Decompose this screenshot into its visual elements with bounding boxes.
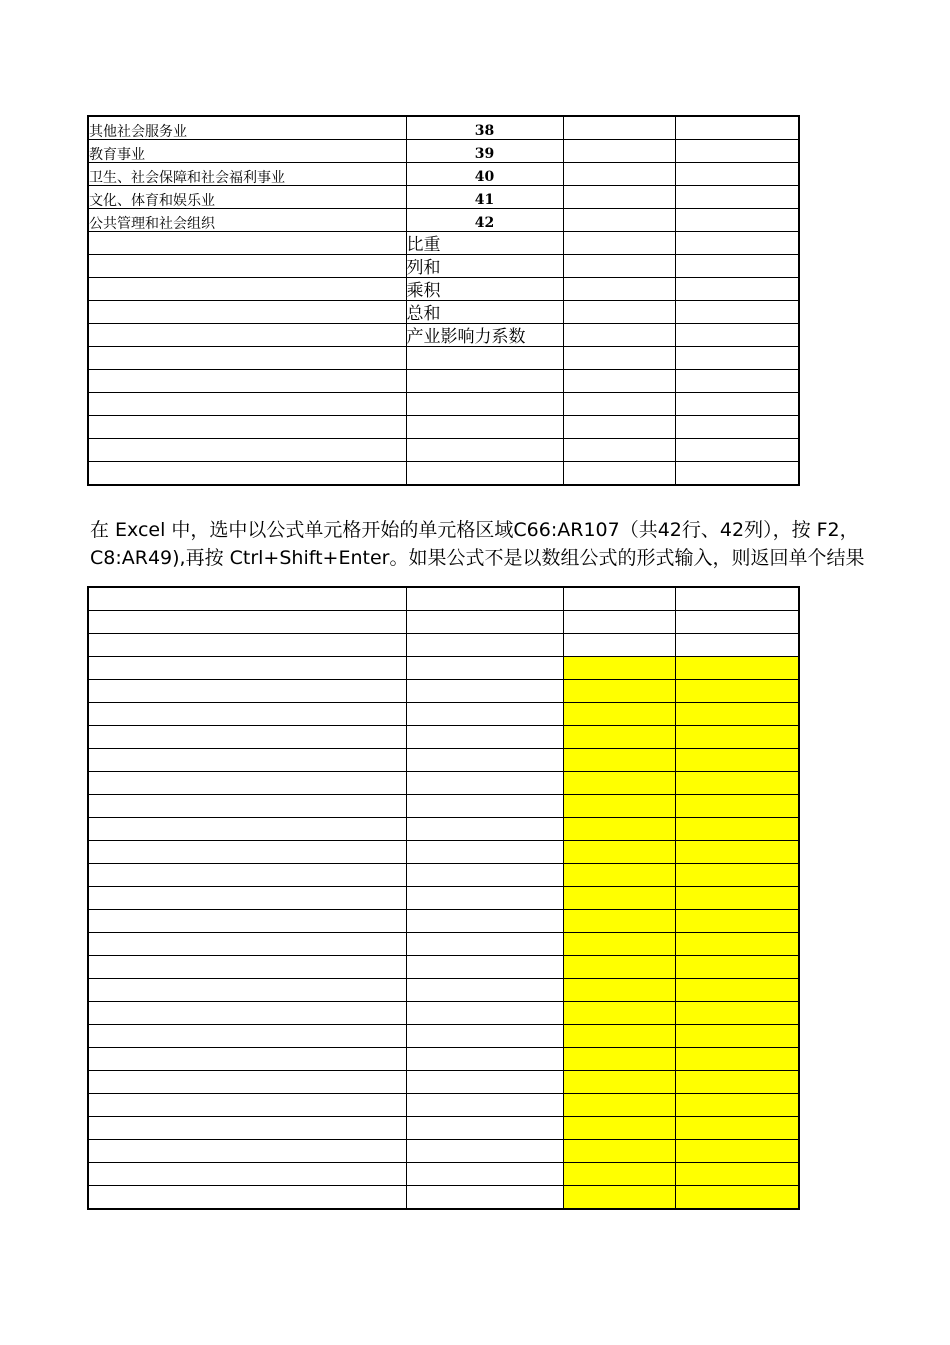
empty-cell[interactable] xyxy=(675,416,799,439)
empty-cell[interactable] xyxy=(88,1140,406,1163)
highlighted-cell[interactable] xyxy=(675,933,799,956)
empty-cell[interactable] xyxy=(88,587,406,611)
highlighted-cell[interactable] xyxy=(563,933,675,956)
industry-name-cell[interactable]: 教育事业 xyxy=(88,140,406,163)
empty-cell[interactable] xyxy=(563,611,675,634)
empty-cell[interactable] xyxy=(406,611,563,634)
table-row xyxy=(88,864,799,887)
empty-cell[interactable] xyxy=(563,140,675,163)
empty-cell[interactable] xyxy=(675,439,799,462)
highlighted-cell[interactable] xyxy=(675,956,799,979)
table-row xyxy=(88,795,799,818)
highlighted-cell[interactable] xyxy=(563,795,675,818)
empty-cell[interactable] xyxy=(406,818,563,841)
empty-cell[interactable] xyxy=(406,956,563,979)
empty-cell[interactable] xyxy=(88,611,406,634)
empty-cell[interactable] xyxy=(675,634,799,657)
empty-cell[interactable] xyxy=(563,255,675,278)
empty-cell[interactable] xyxy=(88,841,406,864)
empty-cell[interactable] xyxy=(88,864,406,887)
empty-cell[interactable] xyxy=(563,587,675,611)
empty-cell[interactable] xyxy=(563,209,675,232)
highlighted-cell[interactable] xyxy=(675,1048,799,1071)
empty-cell[interactable] xyxy=(563,462,675,486)
table-row xyxy=(88,1186,799,1210)
empty-cell[interactable] xyxy=(88,462,406,486)
empty-cell[interactable] xyxy=(675,462,799,486)
empty-cell[interactable] xyxy=(406,864,563,887)
table-row xyxy=(88,140,799,163)
empty-cell[interactable] xyxy=(88,910,406,933)
empty-cell[interactable] xyxy=(88,818,406,841)
empty-cell[interactable] xyxy=(406,749,563,772)
empty-cell[interactable] xyxy=(675,587,799,611)
highlighted-cell[interactable] xyxy=(675,657,799,680)
empty-cell[interactable] xyxy=(88,255,406,278)
highlighted-cell[interactable] xyxy=(563,1186,675,1210)
empty-cell[interactable] xyxy=(406,726,563,749)
table-row xyxy=(88,232,799,255)
highlighted-cell[interactable] xyxy=(675,703,799,726)
empty-cell[interactable] xyxy=(406,1186,563,1210)
empty-cell[interactable] xyxy=(563,163,675,186)
empty-cell[interactable] xyxy=(406,979,563,1002)
empty-cell[interactable] xyxy=(88,232,406,255)
empty-cell[interactable] xyxy=(675,611,799,634)
empty-cell[interactable] xyxy=(563,416,675,439)
empty-cell[interactable] xyxy=(88,1048,406,1071)
highlighted-cell[interactable] xyxy=(563,749,675,772)
table-row xyxy=(88,1163,799,1186)
highlighted-cell[interactable] xyxy=(563,887,675,910)
highlighted-cell[interactable] xyxy=(563,1117,675,1140)
table-row xyxy=(88,1117,799,1140)
empty-cell[interactable] xyxy=(88,1186,406,1210)
highlighted-cell[interactable] xyxy=(675,749,799,772)
empty-cell[interactable] xyxy=(675,116,799,140)
empty-cell[interactable] xyxy=(406,1048,563,1071)
empty-cell[interactable] xyxy=(563,116,675,140)
table-row xyxy=(88,1048,799,1071)
table-row xyxy=(88,933,799,956)
industry-number-cell[interactable]: 39 xyxy=(406,140,563,163)
table-row xyxy=(88,887,799,910)
empty-cell[interactable] xyxy=(88,393,406,416)
table-row xyxy=(88,324,799,347)
table-row xyxy=(88,979,799,1002)
empty-cell[interactable] xyxy=(406,1094,563,1117)
empty-cell[interactable] xyxy=(406,772,563,795)
empty-cell[interactable] xyxy=(88,795,406,818)
highlighted-cell[interactable] xyxy=(675,1025,799,1048)
empty-cell[interactable] xyxy=(406,795,563,818)
highlighted-cell[interactable] xyxy=(675,1094,799,1117)
empty-cell[interactable] xyxy=(88,416,406,439)
industry-number-cell[interactable]: 38 xyxy=(406,116,563,140)
highlighted-cell[interactable] xyxy=(563,703,675,726)
table-row xyxy=(88,910,799,933)
table-row xyxy=(88,347,799,370)
empty-cell[interactable] xyxy=(88,324,406,347)
highlighted-cell[interactable] xyxy=(675,864,799,887)
table-row xyxy=(88,1094,799,1117)
empty-cell[interactable] xyxy=(88,1117,406,1140)
highlighted-cell[interactable] xyxy=(675,1002,799,1025)
highlighted-cell[interactable] xyxy=(563,772,675,795)
table-row xyxy=(88,818,799,841)
industry-number-cell[interactable]: 41 xyxy=(406,186,563,209)
highlighted-cell[interactable] xyxy=(563,864,675,887)
table-row xyxy=(88,209,799,232)
calc-label-cell[interactable]: 产业影响力系数 xyxy=(406,324,563,347)
empty-cell[interactable] xyxy=(406,1140,563,1163)
highlighted-cell[interactable] xyxy=(563,818,675,841)
empty-cell[interactable] xyxy=(88,933,406,956)
empty-cell[interactable] xyxy=(406,393,563,416)
table-row xyxy=(88,749,799,772)
highlighted-cell[interactable] xyxy=(563,657,675,680)
empty-cell[interactable] xyxy=(406,910,563,933)
empty-cell[interactable] xyxy=(563,393,675,416)
highlighted-cell[interactable] xyxy=(675,841,799,864)
highlighted-cell[interactable] xyxy=(563,680,675,703)
highlighted-cell[interactable] xyxy=(675,1163,799,1186)
empty-cell[interactable] xyxy=(406,933,563,956)
empty-cell[interactable] xyxy=(406,703,563,726)
table-row xyxy=(88,393,799,416)
table-row xyxy=(88,1025,799,1048)
empty-cell[interactable] xyxy=(675,232,799,255)
highlighted-cell[interactable] xyxy=(675,1186,799,1210)
table-row xyxy=(88,416,799,439)
empty-cell[interactable] xyxy=(563,634,675,657)
empty-cell[interactable] xyxy=(406,634,563,657)
empty-cell[interactable] xyxy=(88,1094,406,1117)
empty-cell[interactable] xyxy=(406,370,563,393)
highlighted-cell[interactable] xyxy=(675,1071,799,1094)
highlighted-cell[interactable] xyxy=(675,795,799,818)
empty-cell[interactable] xyxy=(563,370,675,393)
empty-cell[interactable] xyxy=(88,657,406,680)
table-row xyxy=(88,587,799,611)
empty-cell[interactable] xyxy=(88,703,406,726)
table-row xyxy=(88,370,799,393)
calc-label-cell[interactable]: 乘积 xyxy=(406,278,563,301)
empty-cell[interactable] xyxy=(88,347,406,370)
highlighted-cell[interactable] xyxy=(563,979,675,1002)
empty-cell[interactable] xyxy=(406,680,563,703)
empty-cell[interactable] xyxy=(406,841,563,864)
empty-cell[interactable] xyxy=(406,439,563,462)
highlighted-cell[interactable] xyxy=(563,1025,675,1048)
highlighted-cell[interactable] xyxy=(675,887,799,910)
highlighted-cell[interactable] xyxy=(675,726,799,749)
highlighted-cell[interactable] xyxy=(563,1094,675,1117)
empty-cell[interactable] xyxy=(406,887,563,910)
table-row xyxy=(88,772,799,795)
empty-cell[interactable] xyxy=(88,278,406,301)
highlighted-cell[interactable] xyxy=(563,726,675,749)
empty-cell[interactable] xyxy=(88,1163,406,1186)
empty-cell[interactable] xyxy=(563,278,675,301)
empty-cell[interactable] xyxy=(88,370,406,393)
empty-cell[interactable] xyxy=(88,680,406,703)
empty-cell[interactable] xyxy=(675,393,799,416)
empty-cell[interactable] xyxy=(675,255,799,278)
industry-name-cell[interactable]: 其他社会服务业 xyxy=(88,116,406,140)
table-row xyxy=(88,956,799,979)
empty-cell[interactable] xyxy=(88,979,406,1002)
table-row xyxy=(88,186,799,209)
table-row xyxy=(88,163,799,186)
table-row xyxy=(88,841,799,864)
industry-table xyxy=(87,115,800,486)
highlighted-cell[interactable] xyxy=(675,1140,799,1163)
table-row xyxy=(88,1140,799,1163)
empty-cell[interactable] xyxy=(406,1025,563,1048)
table-row xyxy=(88,255,799,278)
highlighted-cell[interactable] xyxy=(563,841,675,864)
empty-cell[interactable] xyxy=(88,1071,406,1094)
empty-cell[interactable] xyxy=(406,347,563,370)
industry-name-cell[interactable]: 卫生、社会保障和社会福利事业 xyxy=(88,163,406,186)
result-grid xyxy=(87,586,800,1210)
industry-name-cell[interactable]: 文化、体育和娱乐业 xyxy=(88,186,406,209)
highlighted-cell[interactable] xyxy=(563,956,675,979)
empty-cell[interactable] xyxy=(88,439,406,462)
empty-cell[interactable] xyxy=(563,186,675,209)
table-row xyxy=(88,611,799,634)
table-row xyxy=(88,462,799,486)
table-row xyxy=(88,680,799,703)
highlighted-cell[interactable] xyxy=(563,1071,675,1094)
industry-number-cell[interactable]: 42 xyxy=(406,209,563,232)
empty-cell[interactable] xyxy=(406,462,563,486)
table-row xyxy=(88,439,799,462)
empty-cell[interactable] xyxy=(563,324,675,347)
empty-cell[interactable] xyxy=(675,140,799,163)
empty-cell[interactable] xyxy=(88,956,406,979)
highlighted-cell[interactable] xyxy=(675,680,799,703)
industry-name-cell[interactable]: 公共管理和社会组织 xyxy=(88,209,406,232)
table-row xyxy=(88,278,799,301)
highlighted-cell[interactable] xyxy=(675,818,799,841)
empty-cell[interactable] xyxy=(675,278,799,301)
empty-cell[interactable] xyxy=(406,657,563,680)
table-row xyxy=(88,703,799,726)
calc-label-cell[interactable]: 总和 xyxy=(406,301,563,324)
empty-cell[interactable] xyxy=(88,887,406,910)
empty-cell[interactable] xyxy=(563,347,675,370)
table-row xyxy=(88,726,799,749)
empty-cell[interactable] xyxy=(675,209,799,232)
highlighted-cell[interactable] xyxy=(563,1140,675,1163)
industry-number-cell[interactable]: 40 xyxy=(406,163,563,186)
empty-cell[interactable] xyxy=(675,324,799,347)
instruction-note-line: 在 Excel 中，选中以公式单元格开始的单元格区域C66:AR107（共42行、42列），按 F2， xyxy=(90,519,859,541)
highlighted-cell[interactable] xyxy=(563,1002,675,1025)
empty-cell[interactable] xyxy=(406,1002,563,1025)
empty-cell[interactable] xyxy=(88,726,406,749)
empty-cell[interactable] xyxy=(563,439,675,462)
table-row xyxy=(88,634,799,657)
empty-cell[interactable] xyxy=(88,749,406,772)
highlighted-cell[interactable] xyxy=(675,1117,799,1140)
highlighted-cell[interactable] xyxy=(675,979,799,1002)
empty-cell[interactable] xyxy=(675,186,799,209)
empty-cell[interactable] xyxy=(675,370,799,393)
highlighted-cell[interactable] xyxy=(563,910,675,933)
highlighted-cell[interactable] xyxy=(563,1048,675,1071)
empty-cell[interactable] xyxy=(406,1117,563,1140)
calc-label-cell[interactable]: 列和 xyxy=(406,255,563,278)
empty-cell[interactable] xyxy=(675,301,799,324)
empty-cell[interactable] xyxy=(88,1002,406,1025)
empty-cell[interactable] xyxy=(406,416,563,439)
empty-cell[interactable] xyxy=(88,634,406,657)
empty-cell[interactable] xyxy=(675,163,799,186)
calc-label-cell[interactable]: 比重 xyxy=(406,232,563,255)
highlighted-cell[interactable] xyxy=(563,1163,675,1186)
highlighted-cell[interactable] xyxy=(675,910,799,933)
highlighted-cell[interactable] xyxy=(675,772,799,795)
table-row xyxy=(88,1071,799,1094)
table-row xyxy=(88,116,799,140)
empty-cell[interactable] xyxy=(563,232,675,255)
empty-cell[interactable] xyxy=(563,301,675,324)
table-row xyxy=(88,1002,799,1025)
empty-cell[interactable] xyxy=(675,347,799,370)
table-row xyxy=(88,301,799,324)
empty-cell[interactable] xyxy=(406,587,563,611)
empty-cell[interactable] xyxy=(88,772,406,795)
empty-cell[interactable] xyxy=(406,1163,563,1186)
table-row xyxy=(88,657,799,680)
instruction-note-line: C8:AR49),再按 Ctrl+Shift+Enter。如果公式不是以数组公式的形式输入，则返回单个结果 xyxy=(90,547,865,569)
empty-cell[interactable] xyxy=(88,301,406,324)
empty-cell[interactable] xyxy=(88,1025,406,1048)
empty-cell[interactable] xyxy=(406,1071,563,1094)
